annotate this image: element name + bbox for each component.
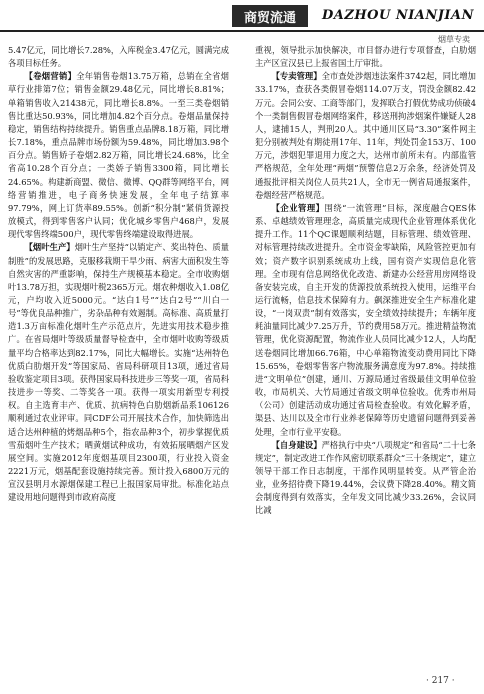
column-tag: 烟草专卖 — [438, 35, 470, 44]
paragraph-heading: 【卷烟营销】 — [24, 71, 77, 82]
paragraph-text: 围绕“一流管理”目标，深度融合QES体系、卓越绩效管理理念，高质量完成现代企业管理体系优化提升工作。11个QC课题顺利结题，目标管理、绩效管理、对标管理持续改进提升。全市资金零缺陷，风险管控更加有效；资产数字识别系统成功上线，国有资产实现信息化管理。全市现有信息网络优化改造、新建办公经营用房网络设备安装完成，自主开发的货源投放系统投入使用，运维平台运行流畅，信息技术保障有力。飙深推进安全生产标准化建设，“一岗双责”制有效落实，安全绩效持续提升；车辆年度耗油量同比减少7.25万升，节约费用58万元。推进精益物流管理，优化资源配置，物流作业人员同比减少12人，人均配送卷烟同比增加66.76箱，中心单箱物流变动费用同比下降15.65%，卷烟零售客户物流服务满意度为97.8%。持续推进“文明单位”创建，通川、万源局通过省级最佳文明单位验收，市局机关、大竹局通过省级文明单位验收。优秀市州局（公司）创建活动成功通过省局检查验收。有效化解矛盾，渠县、达川以及全市行业养老保障等历史遗留问题得到妥善处理，全市行业平安稳。 — [255, 202, 476, 437]
paragraph-text: 全市查处涉烟违法案件3742起，同比增加33.17%，查获各类假冒卷烟114.07万支，罚没金额82.42万元。会同公安、工商等部门，发挥联合打假优势成功侦破4个一类制售假冒卷烟网络案件，移送刑拘涉烟案件嫌疑人28人，逮捕15人，判刑20人。其中通川区局“3.30”案件网主犯分别被判处有期徒刑17年、11年，判处罚金153万、100万元，涉烟犯罪退用力度之大，达州市前所未有。内部监管严格规范，全年处理“两烟”预警信息2万余条，经济处罚及通报批评相关岗位人员共21人，全市无一例省局通报案件，卷烟经营严格规范。 — [255, 71, 476, 200]
paragraph-text: 5.47亿元，同比增长7.28%，入库税金3.47亿元，圆满完成各项目标任务。 — [8, 45, 229, 69]
page-number: · 217 · — [426, 676, 455, 686]
paragraph — [255, 70, 476, 202]
paragraph-text: 重视，领导批示加快解决，市目督办进行专项督查，白肋烟主产区宣汉县已上报省国土厅审批。 — [255, 45, 476, 69]
paragraph — [255, 44, 476, 70]
page-header — [0, 0, 484, 44]
paragraph-heading: 【专卖管理】 — [271, 71, 322, 82]
paragraph — [8, 70, 229, 241]
paragraph-heading: 【企业管理】 — [271, 202, 325, 213]
paragraph-heading: 【烟叶生产】 — [24, 242, 75, 253]
right-column — [255, 44, 476, 518]
paragraph-text: 全年销售卷烟13.75万箱，总销在全省烟草行业排第7位；销售金额29.48亿元，同比增长8.81%；单箱销售收入21438元，同比增长8.8%。一至三类卷烟销售比重达50.93%，同比增加4.82个百分点。卷烟品量保持稳定，销售结构持续提升。销售重点品牌8.18万箱，同比增长7.18%，重点品牌市场份额为59.48%，同比增加3.98个百分点。销售娇子卷烟2.82万箱，同比增长24.68%，比全省高10.28个百分点；一类娇子销售3300箱，同比增长24.65%。构建新商盟、微信、微博、QQ群等网络平台，网络营销推进，电子商务快速发展，全年电子结算率97.79%，网上订货率89.55%。创新“积分制”紧俏货源投放模式，得到零售客户认同；优化城乡零售户468户，发展现代零售终端500户，现代零售终端建设取得进展。 — [8, 71, 229, 240]
paragraph — [255, 439, 476, 518]
paragraph-heading: 【自身建设】 — [271, 439, 322, 450]
journal-title: DAZHOU NIANJIAN — [322, 8, 474, 23]
paragraph — [8, 241, 229, 504]
paragraph-text: 烟叶生产坚持“以销定产、奖出特色、质量制胜”的发展思路，克服移栽期干旱少雨、病害大面积发生等自然灾害的严重影响，保持生产规模基本稳定。全市收购烟叶13.78万担，实现烟叶税2365万元。烟农种烟收入1.08亿元，户均收入近5000元。“达白1号”“达白2号”“川白一号”等优良品种推广，劣杂品种有效遏制。高标准、高质量打造1.3万亩标准化烟叶生产示范点片，先进实用技术稳步推广。在省局烟叶等级质量督导检查中，全市烟叶收购等级质量平均合格率达到82.17%，同比大幅增长。实施“达州特色优质白肋烟开发”等国家局、省局科研项目13项，通过省局验收鉴定项目3项。获得国家局科技进步三等奖一项，省局科技进步一等奖、二等奖各一项。获得一项实用新型专利授权。自主选育丰产、优质、抗病特色白肋烟新品系106126顺利通过农业评审。同CDF公司开展技术合作，加快筛选出适合达州种植的烤烟品种5个，指农品种3个，初步掌握优质雪茄烟叶生产技术；晒黄烟试种成功，有效拓展晒烟产区发展空间。实施2012年度烟基项目2300项，行业投入资金2221万元，烟基配套设施持续完善。预计投入6800万元的宣汉县明月水源烟保建工程已上报国家局审批。标准化站点建设用地问题得到市政府高度 — [8, 242, 229, 503]
left-column — [8, 44, 229, 504]
header-rule — [0, 30, 484, 32]
paragraph — [255, 202, 476, 439]
paragraph-text: 严格执行中央“八项规定”和省局“二十七条规定”，制定改进工作作风密切联系群众“三十条规定”，建立领导干部工作日志制度，干部作风明显转变。从严管企治业，业务招待费下降19.44%，会议费下降28.40%。精文简会制度得到有效落实，全年发文同比减少33.26%，会议同比减 — [255, 439, 476, 516]
paragraph — [8, 44, 229, 70]
section-label: 商贸流通 — [232, 5, 308, 27]
